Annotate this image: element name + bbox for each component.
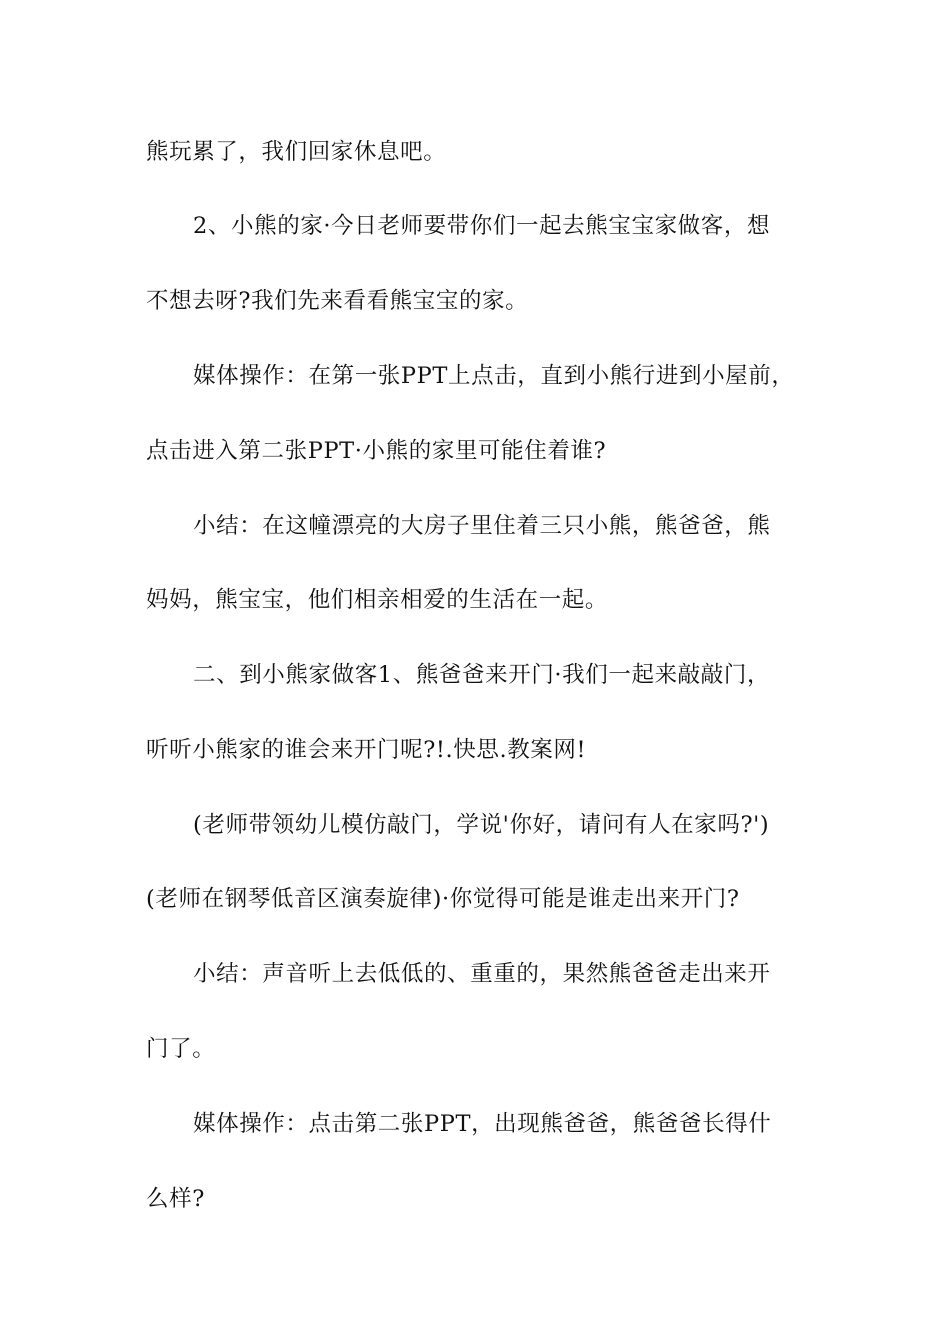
- paragraph-line: 小结：在这幢漂亮的大房子里住着三只小熊，熊爸爸，熊: [193, 513, 771, 539]
- text-line: 熊玩累了，我们回家休息吧。: [146, 139, 447, 165]
- text-line: (老师在钢琴低音区演奏旋律)·你觉得可能是谁走出来开门?: [146, 886, 740, 912]
- text-line: 不想去呀?我们先来看看熊宝宝的家。: [146, 288, 529, 314]
- paragraph-line: 小结：声音听上去低低的、重重的，果然熊爸爸走出来开: [193, 961, 771, 987]
- paragraph-line: 2、小熊的家·今日老师要带你们一起去熊宝宝家做客，想: [193, 213, 771, 239]
- text-line: 听听小熊家的谁会来开门呢?!.快思.教案网!: [146, 737, 587, 763]
- paragraph-line: 媒体操作：在第一张PPT上点击，直到小熊行进到小屋前，: [193, 363, 795, 389]
- paragraph-line: 二、到小熊家做客1、熊爸爸来开门·我们一起来敲敲门，: [193, 662, 771, 688]
- text-line: 门了。: [146, 1036, 216, 1062]
- text-line: 点击进入第二张PPT·小熊的家里可能住着谁?: [146, 438, 607, 464]
- paragraph-line: (老师带领幼儿模仿敲门，学说'你好，请问有人在家吗?'): [193, 812, 770, 838]
- paragraph-line: 媒体操作：点击第二张PPT，出现熊爸爸，熊爸爸长得什: [193, 1111, 772, 1137]
- text-line: 妈妈，熊宝宝，他们相亲相爱的生活在一起。: [146, 587, 609, 613]
- text-line: 么样?: [146, 1186, 205, 1212]
